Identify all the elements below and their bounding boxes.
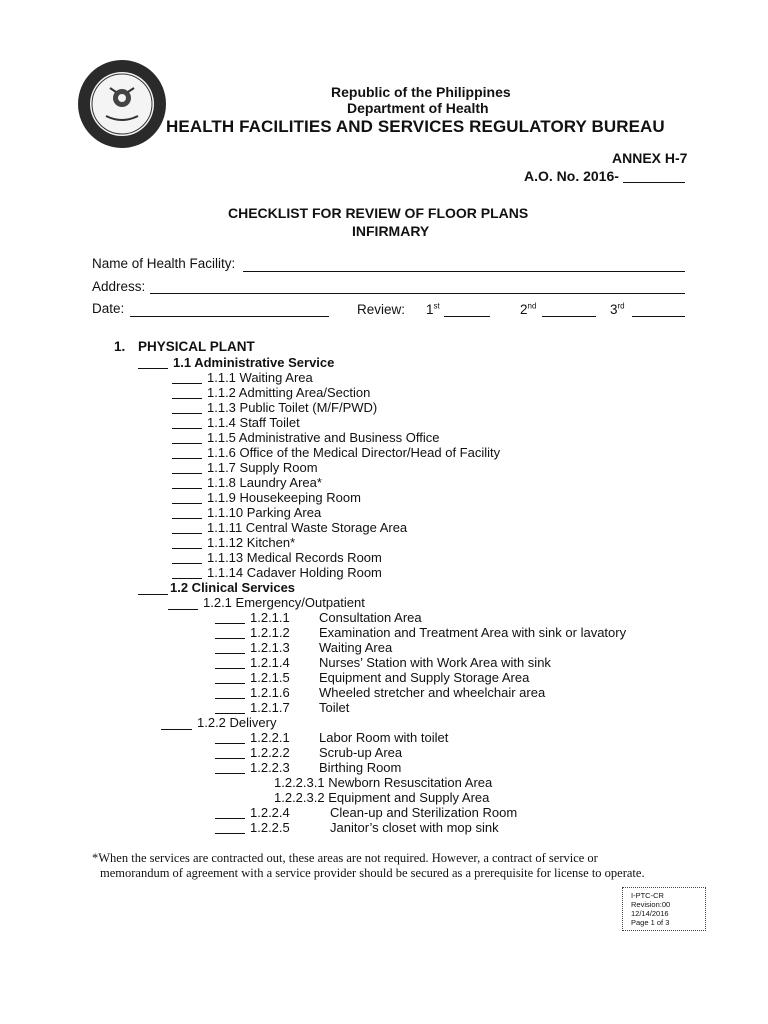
address-label: Address: [92,279,146,294]
delivery-item-label: Clean-up and Sterilization Room [330,805,518,820]
clinical-services-title: 1.2 Clinical Services [170,580,296,595]
review-second-label: 2nd [520,301,537,317]
admin-item-label: 1.1.12 Kitchen* [207,535,296,550]
birthing-sub-item: 1.2.2.3.1 Newborn Resuscitation Area [274,775,493,790]
ao-number-blank [623,182,685,183]
delivery-item-number: 1.2.2.1 [250,730,290,745]
footnote-line-1: *When the services are contracted out, these areas are not required. However, a contract of service or [92,851,598,865]
admin-item-label: 1.1.10 Parking Area [207,505,322,520]
emergency-item-blank [215,698,245,699]
emergency-item-number: 1.2.1.7 [250,700,290,715]
delivery-item-blank [215,833,245,834]
admin-item-blank [172,563,202,564]
admin-item-blank [172,503,202,504]
review-first-label: 1st [426,301,440,317]
bureau-heading: HEALTH FACILITIES AND SERVICES REGULATORY BUREAU [166,117,665,136]
delivery-item-label: Janitor’s closet with mop sink [330,820,499,835]
admin-item-blank [172,578,202,579]
delivery-item-label: Birthing Room [319,760,402,775]
delivery-item-label: Labor Room with toilet [319,730,449,745]
admin-item-label: 1.1.13 Medical Records Room [207,550,382,565]
form-code: I-PTC-CR [631,891,664,900]
delivery-item-label: Scrub-up Area [319,745,403,760]
doh-seal-icon [76,58,168,150]
delivery-item-blank [215,743,245,744]
admin-item-blank [172,398,202,399]
emergency-item-blank [215,668,245,669]
emergency-title: 1.2.1 Emergency/Outpatient [203,595,365,610]
ao-number-label: A.O. No. 2016- [524,168,619,184]
emergency-item-label: Consultation Area [319,610,422,625]
republic-heading: Republic of the Philippines [331,84,511,100]
admin-item-label: 1.1.3 Public Toilet (M/F/PWD) [207,400,378,415]
admin-item-label: 1.1.9 Housekeeping Room [207,490,361,505]
emergency-item-label: Waiting Area [319,640,393,655]
review-third-label: 3rd [610,301,625,317]
emergency-item-label: Nurses’ Station with Work Area with sink [319,655,551,670]
admin-item-blank [172,533,202,534]
admin-item-blank [172,413,202,414]
admin-item-label: 1.1.14 Cadaver Holding Room [207,565,382,580]
emergency-item-number: 1.2.1.3 [250,640,290,655]
emergency-item-label: Wheeled stretcher and wheelchair area [319,685,546,700]
delivery-item-blank [215,773,245,774]
delivery-item-number: 1.2.2.2 [250,745,290,760]
department-heading: Department of Health [347,100,489,116]
review-first-blank [444,316,490,317]
admin-item-blank [172,518,202,519]
date-blank [130,316,329,317]
date-label: Date: [92,301,125,316]
emergency-item-blank [215,638,245,639]
checklist-title: CHECKLIST FOR REVIEW OF FLOOR PLANS [228,205,529,221]
annex-label: ANNEX H-7 [612,150,688,166]
birthing-sub-item: 1.2.2.3.2 Equipment and Supply Area [274,790,490,805]
review-second-blank [542,316,596,317]
admin-item-label: 1.1.8 Laundry Area* [207,475,322,490]
admin-item-label: 1.1.7 Supply Room [207,460,318,475]
delivery-item-blank [215,818,245,819]
admin-service-title: 1.1 Administrative Service [173,355,335,370]
delivery-title: 1.2.2 Delivery [197,715,277,730]
emergency-item-number: 1.2.1.1 [250,610,290,625]
admin-item-label: 1.1.5 Administrative and Business Office [207,430,440,445]
emergency-item-label: Equipment and Supply Storage Area [319,670,530,685]
admin-item-label: 1.1.11 Central Waste Storage Area [207,520,408,535]
admin-item-label: 1.1.2 Admitting Area/Section [207,385,371,400]
emergency-item-label: Examination and Treatment Area with sink or lavatory [319,625,627,640]
emergency-item-label: Toilet [319,700,350,715]
emergency-item-number: 1.2.1.4 [250,655,290,670]
footnote-line-2: memorandum of agreement with a service provider should be secured as a prerequisite for license to operate. [100,866,645,880]
admin-item-blank [172,458,202,459]
admin-item-blank [172,473,202,474]
delivery-check-blank [161,729,192,730]
admin-item-blank [172,488,202,489]
emergency-check-blank [168,609,198,610]
emergency-item-blank [215,683,245,684]
admin-item-blank [172,383,202,384]
facility-type-title: INFIRMARY [352,223,430,239]
delivery-item-number: 1.2.2.5 [250,820,290,835]
facility-name-label: Name of Health Facility: [92,256,236,271]
emergency-item-blank [215,713,245,714]
admin-item-label: 1.1.4 Staff Toilet [207,415,300,430]
page-number: Page 1 of 3 [631,918,670,927]
emergency-item-number: 1.2.1.2 [250,625,290,640]
admin-item-blank [172,428,202,429]
revision-number: Revision:00 [631,900,671,909]
revision-box [622,887,706,931]
section-number: 1. [114,339,126,354]
admin-item-label: 1.1.6 Office of the Medical Director/Head of Facility [207,445,501,460]
admin-item-label: 1.1.1 Waiting Area [207,370,313,385]
emergency-item-blank [215,623,245,624]
review-label: Review: [357,302,406,317]
admin-item-blank [172,443,202,444]
delivery-item-number: 1.2.2.3 [250,760,290,775]
review-third-blank [632,316,685,317]
delivery-item-blank [215,758,245,759]
admin-item-blank [172,548,202,549]
section-title: PHYSICAL PLANT [138,339,255,354]
emergency-item-blank [215,653,245,654]
revision-date: 12/14/2016 [631,909,669,918]
facility-name-blank [243,271,685,272]
emergency-item-number: 1.2.1.6 [250,685,290,700]
delivery-item-number: 1.2.2.4 [250,805,290,820]
address-blank [150,293,685,294]
admin-check-blank [138,368,168,369]
clinical-check-blank [138,594,168,595]
emergency-item-number: 1.2.1.5 [250,670,290,685]
